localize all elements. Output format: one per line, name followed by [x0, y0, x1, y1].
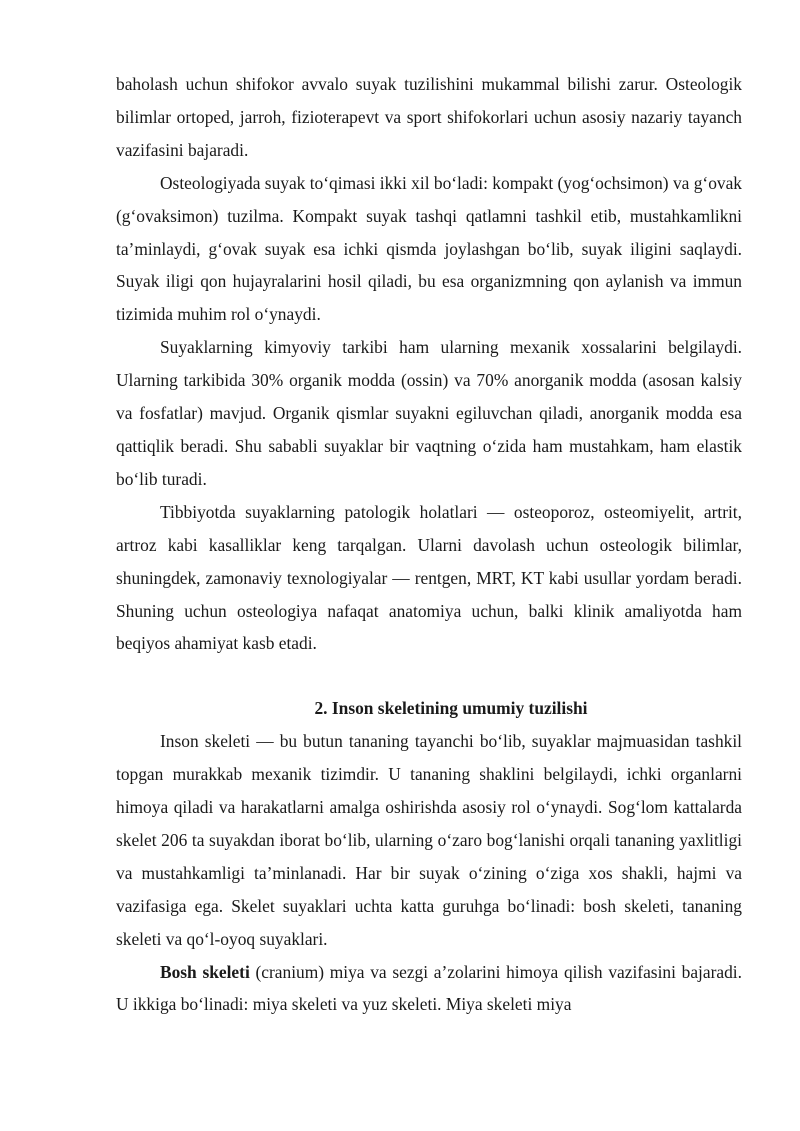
paragraph-bone-tissue: Osteologiyada suyak to‘qimasi ikki xil bo‘ladi: kompakt (yog‘ochsimon) va g‘ovak (g‘ovaksimon) tuzilma. Kompakt suyak tashqi qatlamni tashkil etib, mustahkamlikni ta’minlaydi, g‘ovak suyak esa ichki qismda joylashgan bo‘lib, suyak iligini saqlaydi. Suyak iligi qon hujayralarini hosil qiladi, bu esa organizmning qon aylanish va immun tizimida muhim rol o‘ynaydi.: [116, 172, 743, 325]
section-heading: 2. Inson skeletining umumiy tuzilishi: [314, 698, 588, 719]
bold-term: Bosh skeleti: [160, 961, 250, 982]
paragraph-chemical-composition: Suyaklarning kimyoviy tarkibi ham ularning mexanik xossalarini belgilaydi. Ularning tarkibida 30% organik modda (ossin) va 70% anorganik modda (asosan kalsiy va fosfatlar) mavjud. Organik qismlar suyakni egiluvchan qiladi, anorganik modda esa qattiqlik beradi. Shu sababli suyaklar bir vaqtning o‘zida ham mustahkam, ham elastik bo‘lib turadi.: [116, 337, 742, 489]
paragraph-cranium: [116, 956, 742, 1022]
paragraph-continuation: baholash uchun shifokor avvalo suyak tuzilishini mukammal bilishi zarur. Osteologik bilimlar ortoped, jarroh, fizioterapevt va sport shifokorlari uchun asosiy nazariy tayanch vazifasini bajaradi.: [116, 74, 742, 160]
paragraph-skeleton-overview: Inson skeleti — bu butun tananing tayanchi bo‘lib, suyaklar majmuasidan tashkil topgan murakkab mexanik tizimdir. U tananing shaklini belgilaydi, ichki organlarni himoya qiladi va harakatlarni amalga oshirishda asosiy rol o‘ynaydi. Sog‘lom kattalarda skelet 206 ta suyakdan iborat bo‘lib, ularning o‘zaro bog‘lanishi orqali tananing yaxlitligi va mustahkamligi ta’minlanadi. Har bir suyak o‘zining o‘ziga xos shakli, hajmi va vazifasiga ega. Skelet suyaklari uchta katta guruhga bo‘linadi: bosh skeleti, tananing skeleti va qo‘l-oyoq suyaklari.: [116, 731, 742, 949]
paragraph-pathology: Tibbiyotda suyaklarning patologik holatlari — osteoporoz, osteomiyelit, artrit, artroz kabi kasalliklar keng tarqalgan. Ularni davolash uchun osteologik bilimlar, shuningdek, zamonaviy texnologiyalar — rentgen, MRT, KT kabi usullar yordam beradi. Shuning uchun osteologiya nafaqat anatomiya uchun, balki klinik amaliyotda ham beqiyos ahamiyat kasb etadi.: [116, 501, 742, 654]
page-content: [116, 68, 742, 1021]
paragraph-cranium-text: (cranium) miya va sezgi a’zolarini himoya qilish vazifasini bajaradi. U ikkiga bo‘linadi: miya skeleti va yuz skeleti. Miya skeleti miya: [116, 961, 742, 1015]
